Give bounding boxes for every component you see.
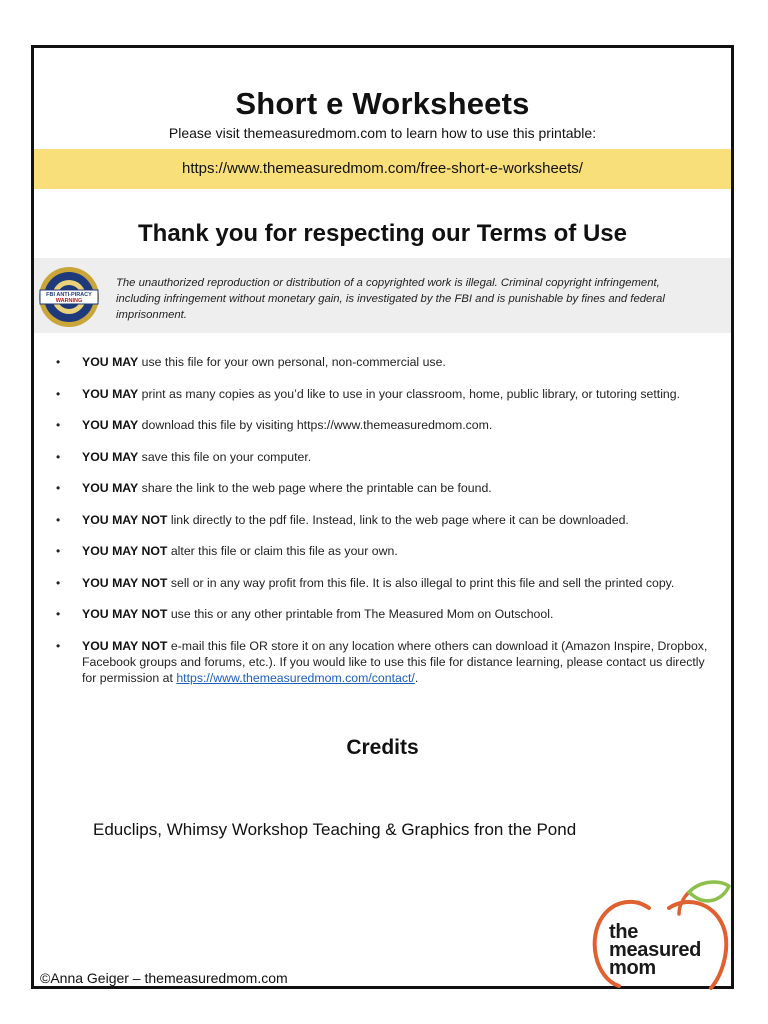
printable-url-link[interactable]: https://www.themeasuredmom.com/free-short-e-worksheets/ — [182, 160, 583, 177]
bullet-icon: • — [56, 449, 61, 464]
rule-lead: YOU MAY NOT — [82, 512, 168, 527]
url-banner — [34, 149, 731, 189]
rule-text: e-mail this file OR store it on any location where others can download it (Amazon Inspire, Dropbox, Facebook groups and forums, etc.). If you would like to use this file for distance learning, please contact us directly for permission at — [82, 638, 708, 685]
rule-lead: YOU MAY NOT — [82, 544, 168, 558]
rule-text: use this file for your own personal, non-commercial use. — [138, 355, 446, 369]
rule-tail: . — [414, 670, 419, 685]
rule-lead: YOU MAY — [82, 386, 139, 401]
terms-list-item — [52, 354, 721, 370]
bullet-icon: • — [56, 481, 61, 495]
bullet-icon: • — [56, 607, 61, 621]
logo-line-the: the — [609, 921, 639, 943]
logo-wordmark — [609, 923, 701, 977]
copyright-footer: ©Anna Geiger – themeasuredmom.com — [40, 970, 288, 986]
seal-text-bottom: WARNING — [55, 298, 83, 304]
rule-lead: YOU MAY — [82, 355, 139, 369]
terms-list-item — [52, 606, 721, 622]
rule-text: alter this file or claim this file as your own. — [167, 544, 398, 558]
terms-list-item — [52, 417, 721, 433]
credits-heading: Credits — [346, 736, 419, 759]
rule-text: share the link to the web page where the printable can be found. — [138, 481, 492, 495]
bullet-icon: • — [56, 512, 61, 527]
piracy-notice — [34, 258, 731, 333]
fbi-seal-icon — [38, 266, 100, 328]
terms-list-item — [52, 575, 721, 591]
piracy-notice-text: The unauthorized reproduction or distribution of a copyrighted work is illegal. Criminal copyright infringement, including infringement without monetary gain, is investigated by the FBI and is punishable by fines and federal imprisonment. — [116, 277, 665, 321]
bullet-icon: • — [56, 355, 61, 369]
terms-heading: Thank you for respecting our Terms of Use — [138, 220, 627, 247]
logo-line-mom: mom — [609, 957, 656, 979]
credits-text: Educlips, Whimsy Workshop Teaching & Graphics fron the Pond — [93, 820, 577, 839]
rule-lead: YOU MAY — [82, 418, 139, 432]
page-frame — [31, 45, 734, 989]
rule-lead: YOU MAY — [82, 449, 139, 464]
seal-text-top: FBI ANTI-PIRACY — [46, 292, 92, 298]
logo-line-measured: measured — [609, 939, 702, 961]
terms-list-item — [52, 543, 721, 559]
terms-list — [52, 354, 721, 701]
rule-text: download this file by visiting https://www.themeasuredmom.com. — [138, 418, 493, 432]
rule-lead: YOU MAY NOT — [82, 607, 168, 621]
bullet-icon: • — [56, 575, 61, 590]
terms-list-item — [52, 638, 721, 686]
page-title: Short e Worksheets — [235, 86, 530, 121]
rule-text: save this file on your computer. — [138, 449, 312, 464]
bullet-icon: • — [56, 386, 61, 401]
rule-lead: YOU MAY NOT — [82, 575, 168, 590]
terms-list-item — [52, 386, 721, 402]
visit-instructions: Please visit themeasuredmom.com to learn how to use this printable: — [168, 125, 597, 141]
rule-text: sell or in any way profit from this file. It is also illegal to print this file and sell the printed copy. — [167, 575, 675, 590]
contact-link[interactable]: https://www.themeasuredmom.com/contact/ — [176, 670, 415, 685]
rule-text: use this or any other printable from The Measured Mom on Outschool. — [167, 607, 554, 621]
terms-list-item — [52, 512, 721, 528]
terms-list-item — [52, 480, 721, 496]
rule-lead: YOU MAY NOT — [82, 638, 168, 653]
rule-text: print as many copies as you’d like to use in your classroom, home, public library, or tutoring setting. — [138, 386, 681, 401]
bullet-icon: • — [56, 544, 61, 558]
bullet-icon: • — [56, 418, 61, 432]
rule-text: link directly to the pdf file. Instead, link to the web page where it can be downloaded. — [167, 512, 629, 527]
terms-list-item — [52, 449, 721, 465]
rule-lead: YOU MAY — [82, 481, 139, 495]
bullet-icon: • — [56, 638, 61, 653]
